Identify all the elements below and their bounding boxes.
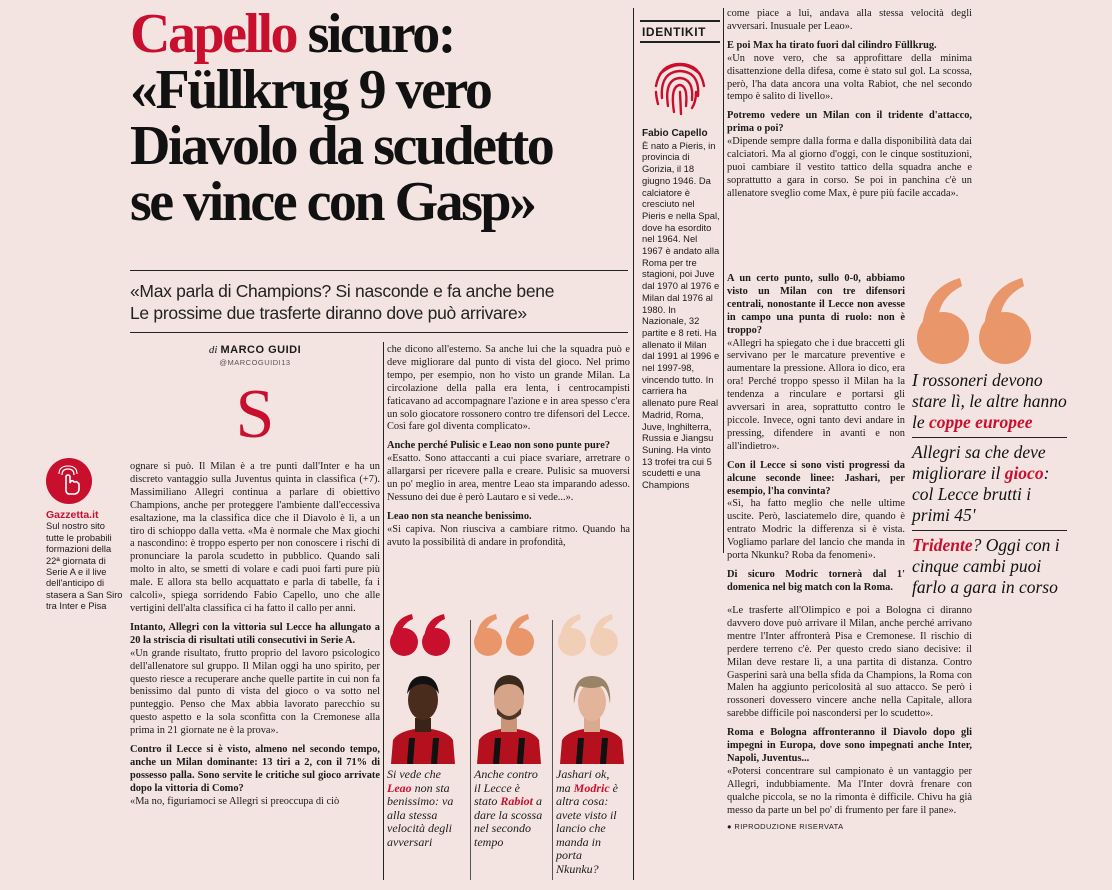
gazzetta-promo-text: Sul nostro sito tutte le probabili formazioni della 22ª giornata di Serie A e il live dell'anticipo di stasera a San Siro tra Inter e Pisa: [46, 521, 123, 612]
author-name[interactable]: MARCO GUIDI: [220, 344, 302, 356]
rule-bottom: [130, 332, 628, 333]
identikit-title: IDENTIKIT: [640, 20, 720, 43]
pull-quote-divider: [912, 530, 1067, 531]
col-divider: [723, 8, 724, 553]
article-column-3-top: [727, 8, 972, 201]
headline-line-3: Diavolo da scudetto: [130, 115, 553, 177]
interview-question: Anche perché Pulisic e Leao non sono punte pure?: [387, 440, 611, 452]
quote-mark-icon: [386, 612, 456, 657]
fingerprint-icon: [646, 52, 714, 120]
rule-top: [130, 270, 628, 271]
paragraph: «Le trasferte all'Olimpico e poi a Bologna ci diranno davvero dove può arrivare il Milan, anche perché arrivano mentre l'Inter affronterà Pisa e Cremonese. Il rischio di perdere terreno c'è. Per questo credo siano decisive: il Milan deve restare lì, a una partita di distanza. Contro Gasperini sarà una bella sfida da Champions, la Roma con Malen ha aggiunto pericolosità al suo attacco. Se però i rossoneri dovessero vincere anche nella Capitale, allora sarebbe difficile poi nascondersi per lo scudetto».: [727, 605, 972, 720]
paragraph: «Si capiva. Non riusciva a cambiare ritmo. Quando ha avuto la possibilità di andare in profondità,: [387, 523, 630, 548]
headline-line-2: «Füllkrug 9 vero: [130, 59, 491, 121]
author-handle[interactable]: @MARCOGUIDI13: [219, 358, 291, 367]
interview-question: E poi Max ha tirato fuori dal cilindro Füllkrug.: [727, 39, 937, 51]
copyright-notice: ● RIPRODUZIONE RISERVATA: [727, 821, 844, 831]
gazzetta-link[interactable]: Gazzetta.it: [46, 509, 99, 521]
interview-question: Potremo vedere un Milan con il tridente d'attacco, prima o poi?: [727, 110, 972, 135]
subtitle-line-1: «Max parla di Champions? Si nasconde e fa anche bene: [130, 281, 555, 301]
paragraph: «Esatto. Sono attaccanti a cui piace svariare, arretrare o allargarsi per ricevere palla e creare. Pulisic sa muoversi un po' meglio in area, mentre Leao sta imparando adesso. Nessuno dei due è però Lautaro e si vede...».: [387, 453, 630, 503]
interview-question: Intanto, Allegri con la vittoria sul Lecce ha allungato a 20 la striscia di risultati utili consecutivi in Serie A.: [130, 621, 380, 646]
quote-mark-icon: [470, 612, 540, 657]
paragraph: ognare si può. Il Milan è a tre punti dall'Inter e ha un discreto vantaggio sulla Juventus quinta in classifica (+7). Massimiliano Allegri continua a parlare di obiettivo Champions, anche per proteggere l'ambiente dall'eccessiva esaltazione, ma la classifica dice che il Diavolo è lì, a un tiro di schioppo dalla vetta. «Ma è normale che Max giochi a nascondino: è troppo esperto per non conoscere i rischi di pronunciare la parola scudetto in pubblico. Quando sali molto in alto, se smetti di volare e cadi puoi farti pure più male. E allora sta bello acquattato e parla di tabelle, fa i calcoli», spiega sorridendo Fabio Capello, uno che alle vertigini dell'alta classifica ci ha fatto il callo per anni.: [130, 461, 380, 614]
article-column-3-bottom: [727, 605, 972, 833]
paragraph: «Allegri ha spiegato che i due braccetti gli servivano per le marcature preventive e aumentare la pressione. Allora io dico, era ora! Perché troppo spesso il Milan ha la tendenza a rinculare e portarsi gli avversari in area, soprattutto contro le piccole. Invece, ogni tanto devi andare in pressing, difendere in avanti e non all'indietro».: [727, 337, 905, 452]
player-photo-rabiot: [475, 664, 543, 764]
paragraph: «Un nove vero, che sa approfittare della minima disattenzione della difesa, come è stato sul gol. La scossa, però, l'ha data ancora una volta Rabiot, che nel secondo tempo è salito di livello».: [727, 52, 972, 103]
pull-quote-1: I rossoneri devono stare lì, le altre hanno le coppe europee: [912, 370, 1067, 432]
pull-quotes: [912, 370, 1072, 598]
headline-line-1: Capello sicuro:: [130, 3, 454, 65]
tap-hand-icon[interactable]: [46, 458, 92, 504]
article-column-1: [130, 461, 380, 809]
paragraph: come piace a lui, andava alla stessa velocità degli avversari. Inusuale per Leao».: [727, 8, 972, 32]
interview-question: Di sicuro Modric tornerà dal 1' domenica nel big match con la Roma.: [727, 568, 905, 593]
col1-body: [130, 461, 380, 809]
pull-quote-2: Allegri sa che deve migliorare il gioco: col Lecce brutti i primi 45': [912, 442, 1050, 525]
player-photo-leao: [389, 664, 457, 764]
headline-name: Capello: [130, 3, 297, 65]
paragraph: «Dipende sempre dalla forma e dalla disponibilità data dai calciatori. Ma al giorno d'oggi, con le cinque sostituzioni, puoi cambiare il vestito tattico della squadra anche e soprattutto a gara in corso. Se poi in panchina c'è un allenatore sveglio come Max, è pure più facile accada».: [727, 136, 972, 199]
drop-cap: S: [235, 376, 275, 453]
interview-question: Contro il Lecce si è visto, almeno nel secondo tempo, anche un Milan dominante: 13 tiri a 2, con il 71% di possesso palla. Sono servite le critiche sul gioco arrivate dopo la vittoria di Como?: [130, 744, 380, 794]
interview-question: Con il Lecce si sono visti progressi da alcune seconde linee: Jashari, per esempio, l'ha convinta?: [727, 459, 905, 497]
identikit-text: È nato a Pieris, in provincia di Gorizia, il 18 giugno 1946. Da calciatore è cresciuto nel Pieris e nella Spal, dove ha esordito nel 1964. Nel 1967 è andato alla Roma per tre stagioni, poi Juve dal 1970 al 1976 e Milan dal 1976 al 1980. In Nazionale, 32 partite e 8 reti. Ha allenato il Milan dal 1991 al 1996 e nel 1997-98, vincendo tutto. In carriera ha allenato pure Real Madrid, Roma, Juve, Inghilterra, Russia e Jiangsu Suning. Ha vinto 13 trofei tra cui 5 scudetti e una Champions: [642, 139, 720, 491]
photo-caption-modric: Jashari ok, ma Modric è altra cosa: avete visto il lancio che manda in porta Nkunku?: [556, 767, 618, 876]
paragraph: «Un grande risultato, frutto proprio del lavoro psicologico dell'allenatore sul gruppo. Il Milan oggi ha uno spirito, per questo riesce a recuperare anche quelle partite in cui non fa benissimo dal punto di vista del gioco o va sotto nel punteggio. Penso che Max abbia lavorato parecchio su questo aspetto e la sola sconfitta con la Cremonese alla prima in 21 giornate ne è la prova».: [130, 647, 380, 737]
paragraph: che dicono all'esterno. Sa anche lui che la squadra può e deve migliorare dal punto di vista del gioco. Nel primo tempo, per esempio, non ho visto un grande Milan. La circolazione della palla era lenta, i centrocampisti faticavano ad accompagnare l'azione e in area spesso c'era un solo giocatore rossonero contro tre difensori del Lecce. Così fare gol diventa complicato».: [387, 344, 630, 433]
headline-line-4: se vince con Gasp»: [130, 171, 535, 233]
quote-mark-icon: [910, 270, 1040, 370]
player-photo-modric: [558, 664, 626, 764]
identikit-name: Fabio Capello: [642, 128, 708, 139]
player-quote-strip: [384, 602, 634, 882]
paragraph: «Sì, ha fatto meglio che nelle ultime uscite. Però, lasciatemelo dire, quando è entrato Modric la differenza si è vista. Vogliamo parlare del lancio che manda in porta Nkunku? Roba da fenomeni».: [727, 498, 905, 562]
col2-body: [387, 344, 630, 550]
paragraph: «Ma no, figuriamoci se Allegri si preoccupa di ciò: [130, 795, 340, 807]
gazzetta-promo: [46, 510, 124, 613]
pull-quote-divider: [912, 437, 1067, 438]
photo-caption-rabiot: Anche contro il Lecce è stato Rabiot a dare la scossa nel secondo tempo: [474, 767, 543, 849]
identikit-bio: [642, 128, 720, 491]
pull-quote-3: Tridente? Oggi con i cinque cambi puoi farlo a gara in corso: [912, 535, 1060, 597]
interview-question: Leao non sta neanche benissimo.: [387, 510, 532, 522]
photo-caption-leao: Si vede che Leao non sta benissimo: va alla stessa velocità degli avversari: [387, 767, 454, 849]
quote-mark-icon: [554, 612, 624, 657]
strip-divider: [552, 620, 553, 880]
subtitle-line-2: Le prossime due trasferte diranno dove può arrivare»: [130, 303, 527, 323]
byline: di MARCO GUIDI @MARCOGUIDI13: [130, 344, 380, 367]
subtitle: [130, 280, 630, 324]
interview-question: A un certo punto, sullo 0-0, abbiamo visto un Milan con tre difensori centrali, nonostante il Lecce non avesse in campo una punta di ruolo: non è troppo?: [727, 273, 905, 336]
article-column-2: [387, 344, 630, 550]
paragraph: «Potersi concentrare sul campionato è un vantaggio per Allegri, indubbiamente. Ma l'Inter dovrà frenare con qualche piccola, se no la rimonta è difficile. Chivu ha già messo da parte un bel po' di frumento per fare il pane».: [727, 765, 972, 816]
strip-divider: [470, 620, 471, 880]
headline: [130, 3, 630, 233]
article-column-3-middle: [727, 273, 905, 595]
interview-question: Roma e Bologna affronteranno il Diavolo dopo gli impegni in Europa, dove sono impegnati anche Inter, Napoli, Juventus...: [727, 727, 972, 764]
